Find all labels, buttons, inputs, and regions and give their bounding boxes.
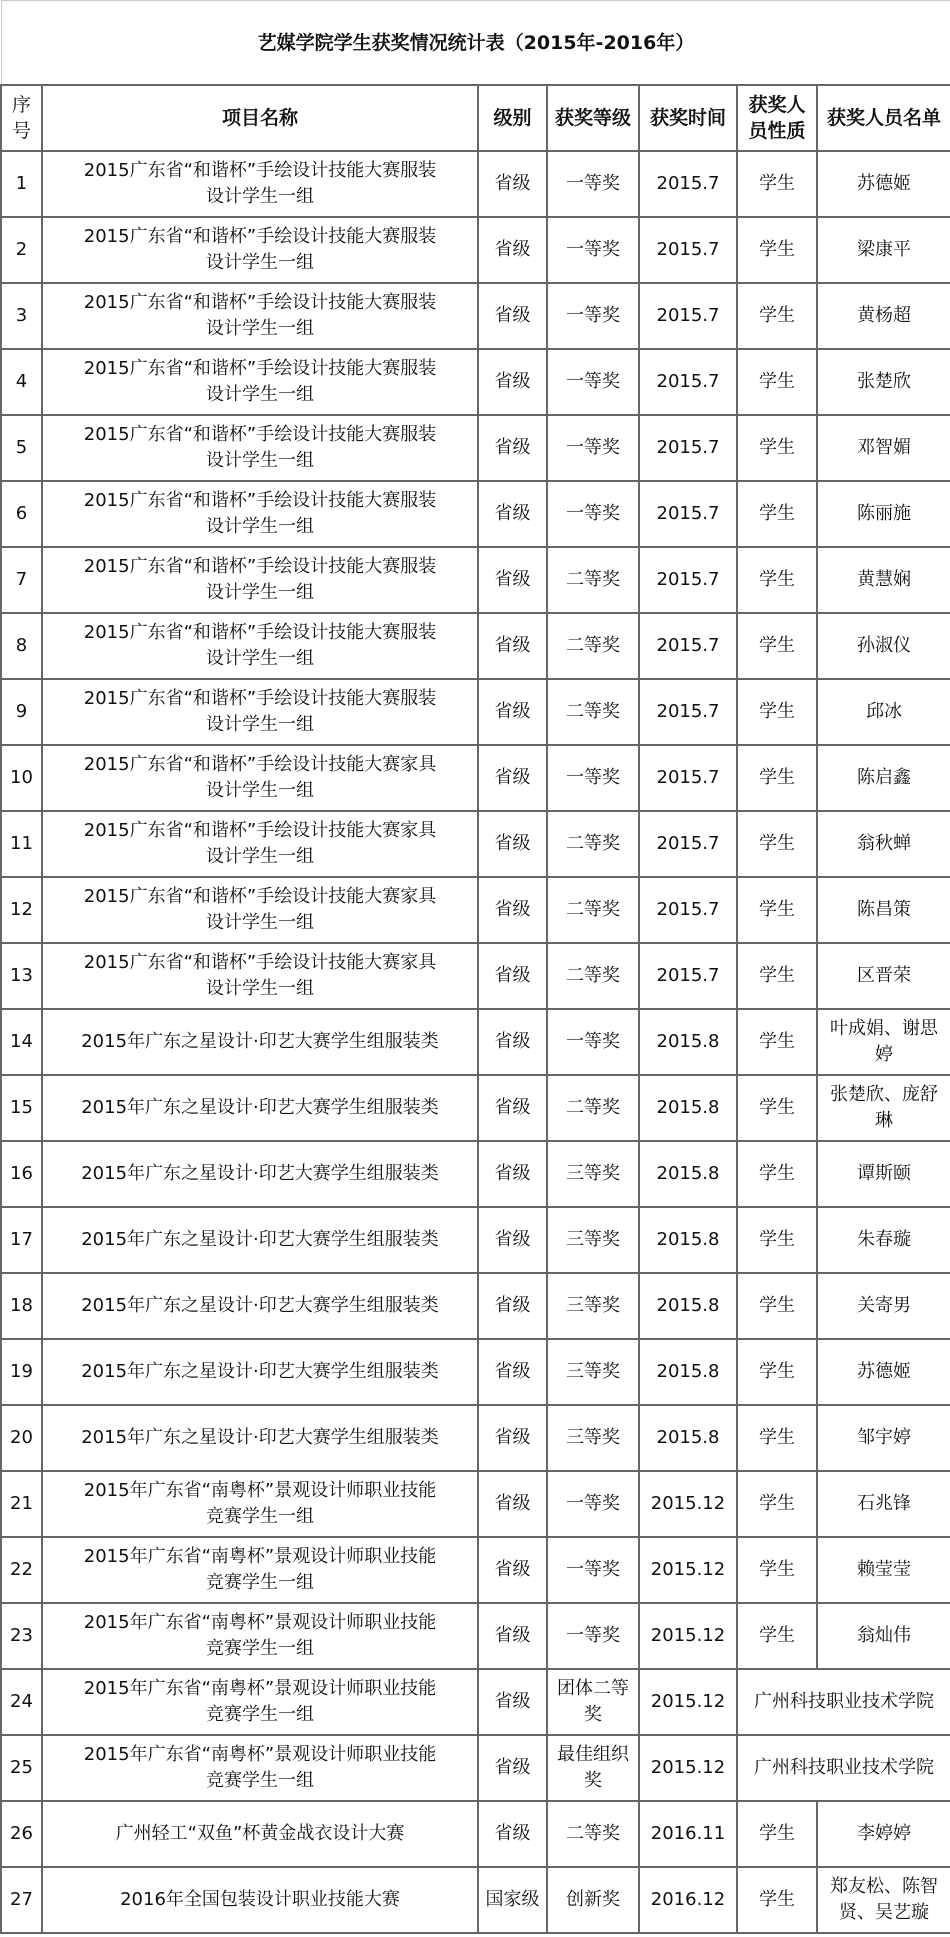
- cell-level: 省级: [478, 877, 547, 943]
- cell-level: 省级: [478, 1471, 547, 1537]
- table-row: [1, 745, 950, 811]
- table-row: [1, 1405, 950, 1471]
- cell-time: 2015.7: [639, 745, 737, 811]
- cell-no: 19: [1, 1339, 42, 1405]
- cell-no: 10: [1, 745, 42, 811]
- cell-names: 苏德姬: [817, 1339, 950, 1405]
- cell-project: 2015广东省“和谐杯”手绘设计技能大赛服装 设计学生一组: [42, 415, 478, 481]
- cell-time: 2015.7: [639, 547, 737, 613]
- cell-level: 省级: [478, 1603, 547, 1669]
- cell-award: 三等奖: [547, 1405, 639, 1471]
- cell-level: 省级: [478, 1273, 547, 1339]
- table-row: [1, 811, 950, 877]
- cell-no: 13: [1, 943, 42, 1009]
- cell-award: 一等奖: [547, 349, 639, 415]
- cell-names: 石兆锋: [817, 1471, 950, 1537]
- cell-project: 2015广东省“和谐杯”手绘设计技能大赛服装 设计学生一组: [42, 613, 478, 679]
- cell-project: 2015广东省“和谐杯”手绘设计技能大赛服装 设计学生一组: [42, 481, 478, 547]
- cell-no: 11: [1, 811, 42, 877]
- cell-names: 张楚欣、庞舒 琳: [817, 1075, 950, 1141]
- cell-type: 学生: [737, 1339, 817, 1405]
- cell-level: 省级: [478, 1801, 547, 1867]
- cell-no: 3: [1, 283, 42, 349]
- cell-no: 21: [1, 1471, 42, 1537]
- cell-project: 2015年广东省“南粤杯”景观设计师职业技能 竞赛学生一组: [42, 1537, 478, 1603]
- cell-no: 27: [1, 1867, 42, 1933]
- cell-type: 学生: [737, 217, 817, 283]
- cell-names: 陈启鑫: [817, 745, 950, 811]
- cell-time: 2015.7: [639, 943, 737, 1009]
- cell-project: 2015年广东之星设计·印艺大赛学生组服装类: [42, 1075, 478, 1141]
- cell-time: 2015.7: [639, 415, 737, 481]
- cell-time: 2015.7: [639, 679, 737, 745]
- table-row: [1, 481, 950, 547]
- cell-award: 团体二等 奖: [547, 1669, 639, 1735]
- cell-project: 广州轻工“双鱼”杯黄金战衣设计大赛: [42, 1801, 478, 1867]
- table-row: [1, 1207, 950, 1273]
- cell-time: 2015.12: [639, 1471, 737, 1537]
- cell-no: 7: [1, 547, 42, 613]
- cell-level: 省级: [478, 415, 547, 481]
- cell-time: 2015.7: [639, 877, 737, 943]
- cell-award: 一等奖: [547, 745, 639, 811]
- cell-level: 省级: [478, 943, 547, 1009]
- cell-project: 2015年广东之星设计·印艺大赛学生组服装类: [42, 1207, 478, 1273]
- cell-no: 18: [1, 1273, 42, 1339]
- cell-award: 三等奖: [547, 1339, 639, 1405]
- cell-project: 2015广东省“和谐杯”手绘设计技能大赛家具 设计学生一组: [42, 943, 478, 1009]
- cell-type: 学生: [737, 745, 817, 811]
- cell-level: 省级: [478, 217, 547, 283]
- cell-time: 2015.12: [639, 1537, 737, 1603]
- header-names: 获奖人员名单: [817, 85, 950, 151]
- cell-level: 省级: [478, 1075, 547, 1141]
- cell-names: 关寄男: [817, 1273, 950, 1339]
- cell-level: 省级: [478, 811, 547, 877]
- cell-no: 23: [1, 1603, 42, 1669]
- table-row: [1, 1801, 950, 1867]
- table-row: [1, 151, 950, 217]
- cell-project: 2015年广东之星设计·印艺大赛学生组服装类: [42, 1339, 478, 1405]
- cell-award: 二等奖: [547, 943, 639, 1009]
- table-row: [1, 1471, 950, 1537]
- table-row: [1, 1603, 950, 1669]
- cell-no: 14: [1, 1009, 42, 1075]
- cell-no: 25: [1, 1735, 42, 1801]
- cell-names: 邱冰: [817, 679, 950, 745]
- cell-type: 学生: [737, 1207, 817, 1273]
- table-body: [1, 151, 950, 1933]
- cell-time: 2015.8: [639, 1075, 737, 1141]
- cell-names: 张楚欣: [817, 349, 950, 415]
- cell-names: 翁灿伟: [817, 1603, 950, 1669]
- table-row: [1, 613, 950, 679]
- cell-project: 2015年广东之星设计·印艺大赛学生组服装类: [42, 1273, 478, 1339]
- cell-project: 2015年广东省“南粤杯”景观设计师职业技能 竞赛学生一组: [42, 1603, 478, 1669]
- cell-type: 学生: [737, 1405, 817, 1471]
- header-type: 获奖人 员性质: [737, 85, 817, 151]
- cell-names: 苏德姬: [817, 151, 950, 217]
- cell-project: 2015广东省“和谐杯”手绘设计技能大赛服装 设计学生一组: [42, 217, 478, 283]
- cell-time: 2015.7: [639, 613, 737, 679]
- cell-type: 学生: [737, 1075, 817, 1141]
- cell-award: 二等奖: [547, 613, 639, 679]
- header-project: 项目名称: [42, 85, 478, 151]
- cell-level: 省级: [478, 1405, 547, 1471]
- cell-award: 一等奖: [547, 283, 639, 349]
- cell-names: 邓智媚: [817, 415, 950, 481]
- cell-time: 2015.7: [639, 481, 737, 547]
- cell-award: 创新奖: [547, 1867, 639, 1933]
- cell-award: 一等奖: [547, 1009, 639, 1075]
- cell-names: 邹宇婷: [817, 1405, 950, 1471]
- table-title: 艺媒学院学生获奖情况统计表（2015年-2016年）: [1, 1, 950, 86]
- table-row: [1, 1735, 950, 1801]
- cell-award: 三等奖: [547, 1141, 639, 1207]
- cell-organization: 广州科技职业技术学院: [737, 1735, 950, 1801]
- table-row: [1, 415, 950, 481]
- cell-award: 一等奖: [547, 1471, 639, 1537]
- cell-time: 2015.8: [639, 1273, 737, 1339]
- cell-names: 梁康平: [817, 217, 950, 283]
- cell-no: 15: [1, 1075, 42, 1141]
- cell-level: 省级: [478, 1735, 547, 1801]
- cell-type: 学生: [737, 1537, 817, 1603]
- cell-names: 郑友松、陈智 贤、吴艺璇: [817, 1867, 950, 1933]
- cell-type: 学生: [737, 151, 817, 217]
- cell-no: 8: [1, 613, 42, 679]
- cell-level: 省级: [478, 1207, 547, 1273]
- cell-type: 学生: [737, 1801, 817, 1867]
- cell-time: 2015.12: [639, 1735, 737, 1801]
- cell-award: 一等奖: [547, 481, 639, 547]
- cell-type: 学生: [737, 415, 817, 481]
- cell-no: 5: [1, 415, 42, 481]
- cell-project: 2015广东省“和谐杯”手绘设计技能大赛家具 设计学生一组: [42, 811, 478, 877]
- cell-project: 2015广东省“和谐杯”手绘设计技能大赛服装 设计学生一组: [42, 547, 478, 613]
- cell-award: 二等奖: [547, 1075, 639, 1141]
- table-row: [1, 1537, 950, 1603]
- cell-names: 陈昌策: [817, 877, 950, 943]
- cell-no: 16: [1, 1141, 42, 1207]
- cell-award: 最佳组织 奖: [547, 1735, 639, 1801]
- cell-award: 二等奖: [547, 679, 639, 745]
- cell-names: 翁秋蝉: [817, 811, 950, 877]
- header-time: 获奖时间: [639, 85, 737, 151]
- cell-time: 2015.7: [639, 283, 737, 349]
- cell-project: 2015广东省“和谐杯”手绘设计技能大赛服装 设计学生一组: [42, 151, 478, 217]
- cell-project: 2016年全国包装设计职业技能大赛: [42, 1867, 478, 1933]
- cell-organization: 广州科技职业技术学院: [737, 1669, 950, 1735]
- cell-project: 2015广东省“和谐杯”手绘设计技能大赛家具 设计学生一组: [42, 745, 478, 811]
- cell-award: 三等奖: [547, 1207, 639, 1273]
- cell-project: 2015广东省“和谐杯”手绘设计技能大赛服装 设计学生一组: [42, 283, 478, 349]
- cell-type: 学生: [737, 811, 817, 877]
- cell-award: 一等奖: [547, 415, 639, 481]
- cell-award: 二等奖: [547, 1801, 639, 1867]
- cell-type: 学生: [737, 1603, 817, 1669]
- cell-type: 学生: [737, 481, 817, 547]
- cell-no: 12: [1, 877, 42, 943]
- cell-no: 24: [1, 1669, 42, 1735]
- cell-time: 2015.7: [639, 349, 737, 415]
- cell-type: 学生: [737, 349, 817, 415]
- cell-time: 2015.7: [639, 217, 737, 283]
- cell-level: 省级: [478, 283, 547, 349]
- cell-time: 2015.7: [639, 151, 737, 217]
- cell-project: 2015年广东之星设计·印艺大赛学生组服装类: [42, 1009, 478, 1075]
- cell-type: 学生: [737, 613, 817, 679]
- cell-level: 省级: [478, 1339, 547, 1405]
- cell-level: 省级: [478, 679, 547, 745]
- cell-type: 学生: [737, 1273, 817, 1339]
- cell-no: 9: [1, 679, 42, 745]
- table-row: [1, 679, 950, 745]
- cell-time: 2015.8: [639, 1207, 737, 1273]
- cell-award: 一等奖: [547, 1537, 639, 1603]
- cell-type: 学生: [737, 1867, 817, 1933]
- cell-time: 2016.12: [639, 1867, 737, 1933]
- cell-time: 2015.8: [639, 1405, 737, 1471]
- cell-type: 学生: [737, 943, 817, 1009]
- header-level: 级别: [478, 85, 547, 151]
- cell-time: 2015.12: [639, 1603, 737, 1669]
- table-row: [1, 943, 950, 1009]
- cell-time: 2015.12: [639, 1669, 737, 1735]
- table-row: [1, 1669, 950, 1735]
- cell-level: 省级: [478, 613, 547, 679]
- cell-names: 叶成娟、谢思 婷: [817, 1009, 950, 1075]
- table-row: [1, 1075, 950, 1141]
- table-row: [1, 1867, 950, 1933]
- cell-time: 2016.11: [639, 1801, 737, 1867]
- table-row: [1, 217, 950, 283]
- cell-level: 省级: [478, 745, 547, 811]
- cell-award: 一等奖: [547, 151, 639, 217]
- cell-level: 省级: [478, 151, 547, 217]
- cell-level: 省级: [478, 1141, 547, 1207]
- cell-no: 2: [1, 217, 42, 283]
- cell-level: 国家级: [478, 1867, 547, 1933]
- table-row: [1, 1009, 950, 1075]
- cell-award: 二等奖: [547, 547, 639, 613]
- cell-type: 学生: [737, 877, 817, 943]
- cell-names: 区晋荣: [817, 943, 950, 1009]
- cell-names: 李婷婷: [817, 1801, 950, 1867]
- cell-type: 学生: [737, 547, 817, 613]
- cell-no: 26: [1, 1801, 42, 1867]
- cell-level: 省级: [478, 1009, 547, 1075]
- cell-level: 省级: [478, 349, 547, 415]
- cell-type: 学生: [737, 1009, 817, 1075]
- cell-no: 22: [1, 1537, 42, 1603]
- cell-names: 谭斯颐: [817, 1141, 950, 1207]
- cell-names: 朱春璇: [817, 1207, 950, 1273]
- cell-project: 2015年广东省“南粤杯”景观设计师职业技能 竞赛学生一组: [42, 1669, 478, 1735]
- cell-names: 黄慧娴: [817, 547, 950, 613]
- cell-type: 学生: [737, 283, 817, 349]
- cell-no: 1: [1, 151, 42, 217]
- cell-time: 2015.8: [639, 1141, 737, 1207]
- table-row: [1, 1273, 950, 1339]
- cell-project: 2015年广东省“南粤杯”景观设计师职业技能 竞赛学生一组: [42, 1735, 478, 1801]
- cell-award: 一等奖: [547, 1603, 639, 1669]
- cell-names: 孙淑仪: [817, 613, 950, 679]
- table-row: [1, 1339, 950, 1405]
- cell-project: 2015广东省“和谐杯”手绘设计技能大赛服装 设计学生一组: [42, 349, 478, 415]
- table-row: [1, 1141, 950, 1207]
- cell-project: 2015年广东之星设计·印艺大赛学生组服装类: [42, 1141, 478, 1207]
- cell-type: 学生: [737, 679, 817, 745]
- header-no: 序 号: [1, 85, 42, 151]
- cell-project: 2015年广东之星设计·印艺大赛学生组服装类: [42, 1405, 478, 1471]
- cell-no: 17: [1, 1207, 42, 1273]
- cell-award: 二等奖: [547, 811, 639, 877]
- cell-project: 2015年广东省“南粤杯”景观设计师职业技能 竞赛学生一组: [42, 1471, 478, 1537]
- cell-project: 2015广东省“和谐杯”手绘设计技能大赛家具 设计学生一组: [42, 877, 478, 943]
- cell-time: 2015.8: [639, 1009, 737, 1075]
- cell-award: 二等奖: [547, 877, 639, 943]
- cell-names: 陈丽施: [817, 481, 950, 547]
- cell-type: 学生: [737, 1141, 817, 1207]
- cell-level: 省级: [478, 1537, 547, 1603]
- cell-level: 省级: [478, 547, 547, 613]
- cell-names: 赖莹莹: [817, 1537, 950, 1603]
- cell-names: 黄杨超: [817, 283, 950, 349]
- cell-type: 学生: [737, 1471, 817, 1537]
- cell-award: 一等奖: [547, 217, 639, 283]
- cell-project: 2015广东省“和谐杯”手绘设计技能大赛服装 设计学生一组: [42, 679, 478, 745]
- table-row: [1, 349, 950, 415]
- cell-time: 2015.8: [639, 1339, 737, 1405]
- table-row: [1, 547, 950, 613]
- cell-level: 省级: [478, 1669, 547, 1735]
- header-award: 获奖等级: [547, 85, 639, 151]
- cell-level: 省级: [478, 481, 547, 547]
- cell-award: 三等奖: [547, 1273, 639, 1339]
- cell-no: 6: [1, 481, 42, 547]
- table-row: [1, 283, 950, 349]
- cell-time: 2015.7: [639, 811, 737, 877]
- cell-no: 20: [1, 1405, 42, 1471]
- table-row: [1, 877, 950, 943]
- cell-no: 4: [1, 349, 42, 415]
